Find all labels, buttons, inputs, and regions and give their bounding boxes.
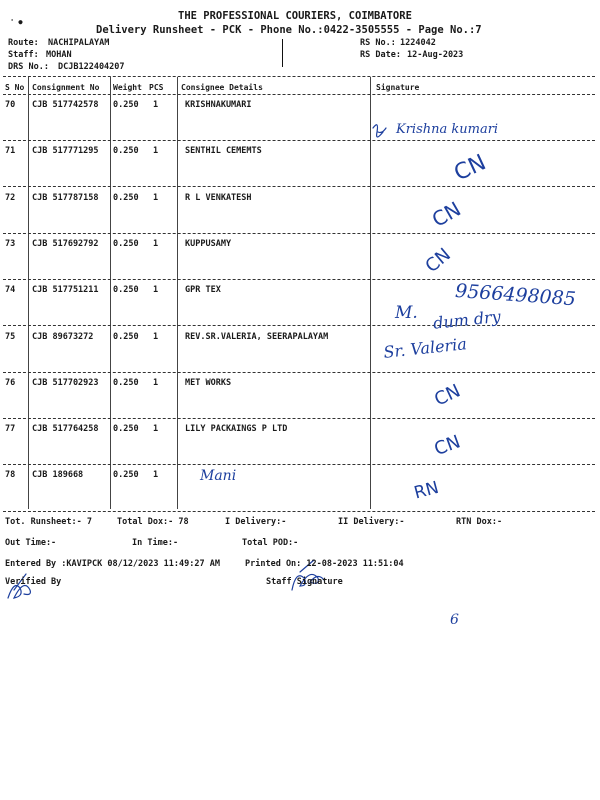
row-consignment: CJB 517771295	[32, 146, 99, 157]
svg-text:6: 6	[450, 612, 459, 628]
col-signature: Signature	[376, 83, 420, 92]
rtn-dox: RTN Dox:-	[456, 517, 503, 527]
row-pcs: 1	[153, 285, 159, 296]
company-title: THE PROFESSIONAL COURIERS, COIMBATORE	[178, 10, 412, 22]
row-consignee: REV.SR.VALERIA, SEERAPALAYAM	[185, 331, 329, 342]
col-consignee: Consignee Details	[181, 83, 263, 92]
drs-value: DCJB122404207	[58, 62, 125, 72]
rs-no-label: RS No.:	[360, 38, 396, 48]
staff-value: MOHAN	[46, 50, 72, 60]
staff-signature: Staff Signature	[266, 577, 343, 587]
row-consignee: R L VENKATESH	[185, 192, 252, 203]
row-weight: 0.250	[113, 331, 139, 342]
row-sno: 74	[5, 285, 16, 296]
tot-runsheet: Tot. Runsheet:- 7	[5, 517, 92, 527]
col-pcs: PCS	[149, 83, 164, 92]
entered-by: Entered By :KAVIPCK 08/12/2023 11:49:27 AM	[5, 559, 220, 569]
row-sno: 73	[5, 238, 16, 249]
row-sno: 77	[5, 424, 16, 435]
row-sno: 72	[5, 192, 16, 203]
route-label: Route:	[8, 38, 39, 48]
dot-mark: ' ●	[10, 18, 23, 26]
col-sno: S No	[5, 83, 25, 92]
svg-text:Krishna kumari: Krishna kumari	[396, 122, 499, 137]
row-weight: 0.250	[113, 100, 139, 110]
row-weight: 0.250	[113, 285, 139, 296]
row-pcs: 1	[153, 377, 159, 388]
row-consignee: GPR TEX	[185, 285, 221, 296]
drs-label: DRS No.:	[8, 62, 49, 72]
row-consignee: KUPPUSAMY	[185, 238, 232, 249]
row-weight: 0.250	[113, 238, 139, 249]
svg-text:CN: CN	[427, 196, 465, 232]
col-weight: Weight	[113, 83, 142, 92]
row-sno: 76	[5, 377, 16, 388]
svg-text:dum dry: dum dry	[432, 306, 502, 333]
total-pod: Total POD:-	[242, 538, 299, 548]
row-consignment: CJB 89673272	[32, 331, 94, 342]
row-weight: 0.250	[113, 377, 139, 388]
col-consignment: Consignment No	[32, 83, 100, 92]
row-consignment: CJB 517787158	[32, 192, 99, 203]
row-weight: 0.250	[113, 146, 139, 157]
row-sno: 70	[5, 100, 16, 110]
row-pcs: 1	[153, 100, 159, 110]
svg-text:CN: CN	[450, 150, 490, 187]
svg-text:CN: CN	[421, 244, 455, 278]
row-pcs: 1	[153, 192, 159, 203]
row-pcs: 1	[153, 424, 159, 435]
row-weight: 0.250	[113, 192, 139, 203]
svg-text:Sr. Valeria: Sr. Valeria	[382, 334, 468, 362]
row-sno: 71	[5, 146, 16, 157]
row-consignee: SENTHIL CEMEMTS	[185, 146, 262, 157]
row-sno: 78	[5, 470, 16, 481]
row-consignment: CJB 517764258	[32, 424, 99, 435]
row-consignee: LILY PACKAINGS P LTD	[185, 424, 288, 435]
printed-on: Printed On: 12-08-2023 11:51:04	[245, 559, 404, 569]
total-dox: Total Dox:- 78	[117, 517, 189, 527]
svg-text:M.: M.	[395, 303, 418, 323]
row-consignee: KRISHNAKUMARI	[185, 100, 252, 110]
row-pcs: 1	[153, 331, 159, 342]
row-sno: 75	[5, 331, 16, 342]
out-time: Out Time:-	[5, 538, 57, 548]
row-weight: 0.250	[113, 470, 139, 481]
svg-text:9566498085: 9566498085	[454, 279, 577, 311]
row-consignment: CJB 189668	[32, 470, 84, 481]
rs-date-label: RS Date:	[360, 50, 401, 60]
row-consignee: MET WORKS	[185, 377, 232, 388]
row-pcs: 1	[153, 146, 159, 157]
svg-text:CN: CN	[431, 431, 464, 461]
row-consignee: Mani	[200, 468, 237, 485]
row-consignment: CJB 517742578	[32, 100, 99, 110]
svg-text:RN: RN	[412, 477, 441, 504]
i-delivery: I Delivery:-	[225, 517, 287, 527]
row-pcs: 1	[153, 238, 159, 249]
route-value: NACHIPALAYAM	[48, 38, 110, 48]
rs-date-value: 12-Aug-2023	[407, 50, 464, 60]
in-time: In Time:-	[132, 538, 179, 548]
row-consignment: CJB 517702923	[32, 377, 99, 388]
verified-by: Verified By	[5, 577, 62, 587]
ii-delivery: II Delivery:-	[338, 517, 405, 527]
row-pcs: 1	[153, 470, 159, 481]
footer-rule	[3, 511, 595, 512]
row-consignment: CJB 517692792	[32, 238, 99, 249]
runsheet-subtitle: Delivery Runsheet - PCK - Phone No.:0422-3505555 - Page No.:7	[96, 24, 482, 36]
staff-label: Staff:	[8, 50, 39, 60]
rs-no-value: 1224042	[400, 38, 436, 48]
row-consignment: CJB 517751211	[32, 285, 99, 296]
row-weight: 0.250	[113, 424, 139, 435]
svg-text:CN: CN	[431, 380, 464, 411]
